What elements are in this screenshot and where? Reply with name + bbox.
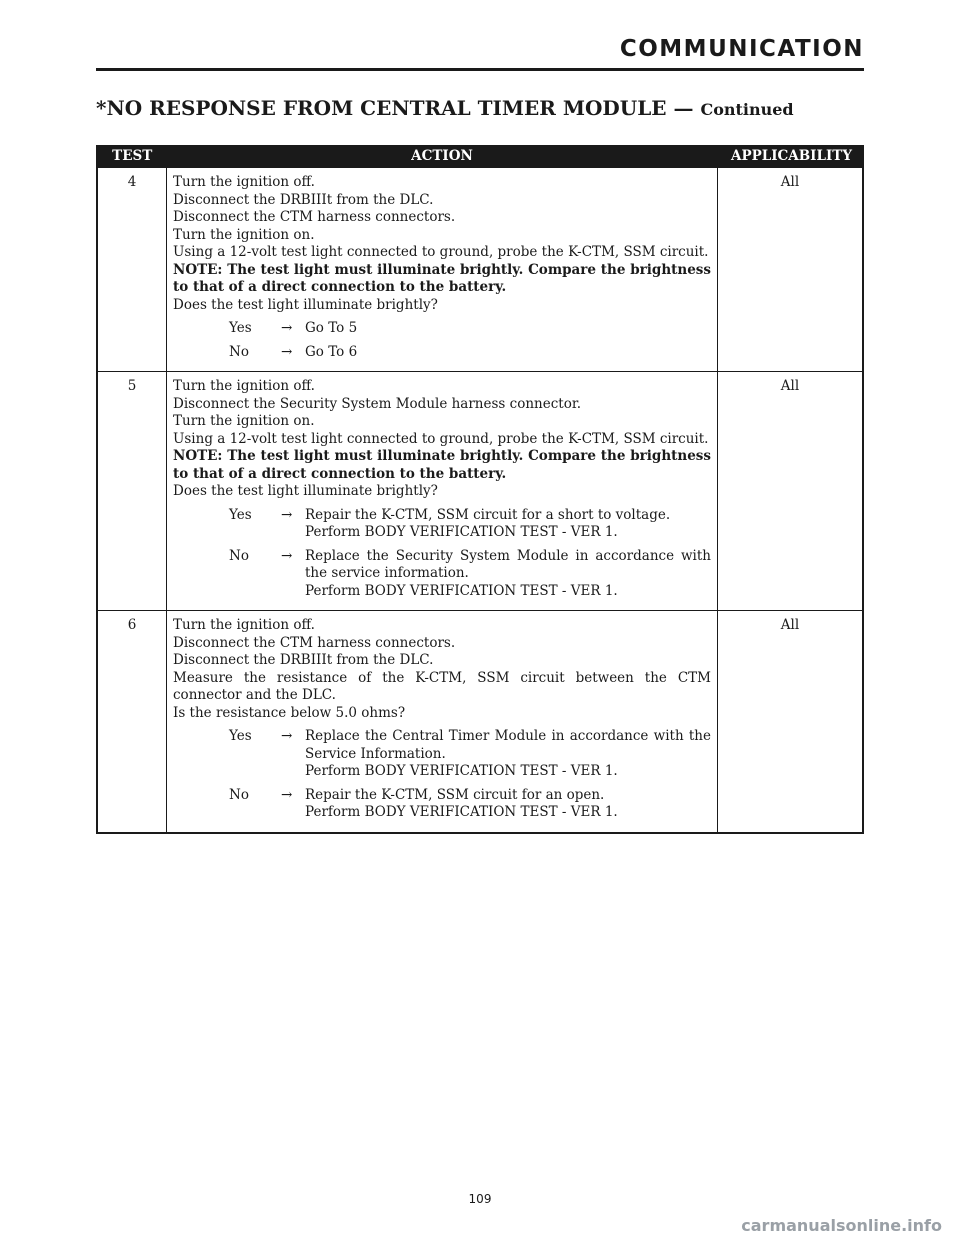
outcome-line: Perform BODY VERIFICATION TEST - VER 1. — [305, 763, 618, 779]
test-number: 6 — [97, 611, 167, 833]
page-title-continued: Continued — [700, 100, 794, 119]
arrow-right-icon: → — [281, 547, 293, 564]
test-number: 4 — [97, 168, 167, 372]
test-number: 5 — [97, 372, 167, 611]
step-text: Disconnect the Security System Module harness connector. — [173, 395, 582, 412]
table-row — [97, 372, 863, 611]
header-action: ACTION — [167, 145, 718, 168]
outcome-text — [305, 548, 711, 601]
header-rule — [96, 68, 864, 71]
outcome-yes — [173, 728, 711, 781]
step-text: Turn the ignition off. — [173, 174, 315, 190]
outcome-line: Repair the K-CTM, SSM circuit for an open. — [305, 786, 605, 803]
watermark-text: carmanualsonline.info — [741, 1216, 942, 1235]
arrow-right-icon: → — [281, 728, 293, 744]
note-text: NOTE: The test light must illuminate brightly. Compare the brightness to that of a direct connection to the battery. — [173, 261, 711, 295]
arrow-right-icon: → — [281, 506, 293, 523]
step-text: Is the resistance below 5.0 ohms? — [173, 704, 406, 721]
outcome-label: Yes — [229, 506, 252, 523]
header-applicability: APPLICABILITY — [718, 145, 864, 168]
step-text: Disconnect the DRBIIIt from the DLC. — [173, 191, 434, 208]
section-header: COMMUNICATION — [619, 36, 864, 62]
outcome-line: Perform BODY VERIFICATION TEST - VER 1. — [305, 804, 618, 820]
step-text: Turn the ignition off. — [173, 378, 315, 394]
test-action — [167, 611, 718, 833]
outcome-no — [173, 787, 711, 822]
outcome-text — [305, 507, 711, 542]
outcome-label: No — [229, 547, 249, 564]
step-text: Does the test light illuminate brightly? — [173, 296, 438, 313]
outcome-line: Go To 5 — [305, 320, 358, 336]
arrow-right-icon: → — [281, 786, 293, 803]
test-action — [167, 168, 718, 372]
page-title — [96, 96, 794, 120]
test-applicability: All — [780, 617, 800, 633]
step-text: Measure the resistance of the K-CTM, SSM circuit between the CTM connector and the DLC. — [173, 669, 711, 703]
test-action — [167, 372, 718, 611]
test-applicability: All — [780, 378, 800, 394]
outcome-no — [173, 344, 711, 362]
table-header-row — [97, 145, 863, 168]
step-text: Turn the ignition off. — [173, 617, 315, 633]
outcome-line: Replace the Central Timer Module in accordance with the Service Information. — [305, 728, 711, 762]
outcome-line: Perform BODY VERIFICATION TEST - VER 1. — [305, 582, 618, 599]
table-body — [97, 168, 863, 833]
outcome-line: Go To 6 — [305, 343, 358, 360]
step-text: Turn the ignition on. — [173, 226, 315, 243]
step-text: Disconnect the CTM harness connectors. — [173, 209, 456, 225]
arrow-right-icon: → — [281, 343, 293, 360]
step-text: Disconnect the DRBIIIt from the DLC. — [173, 652, 434, 668]
header-test: TEST — [97, 145, 167, 168]
step-text: Disconnect the CTM harness connectors. — [173, 634, 456, 651]
table-row — [97, 168, 863, 372]
step-text: Does the test light illuminate brightly? — [173, 483, 438, 499]
step-text: Turn the ignition on. — [173, 413, 315, 429]
arrow-right-icon: → — [281, 320, 293, 336]
page-number: 109 — [468, 1192, 492, 1206]
outcome-label: No — [229, 343, 249, 360]
outcome-label: No — [229, 786, 249, 803]
outcome-line: Replace the Security System Module in accordance with the service information. — [305, 547, 711, 581]
outcome-yes — [173, 320, 711, 338]
page-title-main: *NO RESPONSE FROM CENTRAL TIMER MODULE — — [96, 96, 694, 120]
step-text: Using a 12-volt test light connected to ground, probe the K-CTM, SSM circuit. — [173, 430, 709, 447]
outcome-no — [173, 548, 711, 601]
diagnostic-test-table — [96, 145, 864, 834]
note-text: NOTE: The test light must illuminate brightly. Compare the brightness to that of a direct connection to the battery. — [173, 448, 711, 482]
test-applicability: All — [780, 174, 800, 190]
outcome-yes — [173, 507, 711, 542]
outcome-label: Yes — [229, 728, 252, 744]
outcome-line: Perform BODY VERIFICATION TEST - VER 1. — [305, 524, 618, 540]
outcome-text — [305, 344, 711, 362]
outcome-label: Yes — [229, 320, 252, 336]
table-row — [97, 611, 863, 833]
outcome-text — [305, 728, 711, 781]
outcome-text — [305, 320, 711, 338]
outcome-text — [305, 787, 711, 822]
step-text: Using a 12-volt test light connected to ground, probe the K-CTM, SSM circuit. — [173, 244, 709, 260]
outcome-line: Repair the K-CTM, SSM circuit for a short to voltage. — [305, 506, 671, 523]
